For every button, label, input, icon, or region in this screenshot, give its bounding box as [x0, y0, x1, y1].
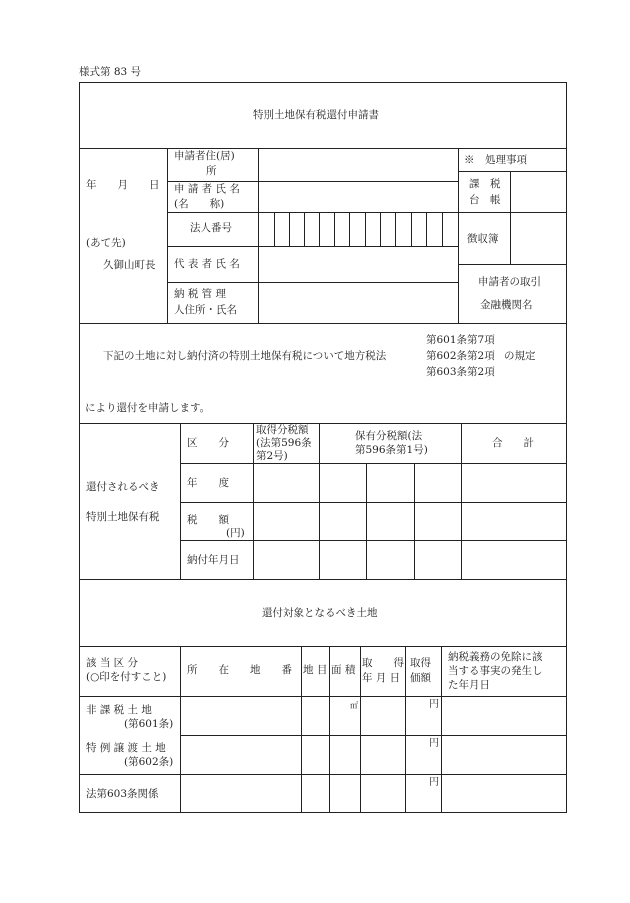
- bank-label-2: 金融機関名: [480, 299, 533, 311]
- row2-label-2: (第602条): [124, 756, 174, 768]
- yen-unit-row3: 円: [429, 777, 439, 788]
- holding-header-2: 第596条第1号): [355, 444, 428, 456]
- tax-ledger-label: 課 税: [469, 178, 501, 190]
- exemption-header-2: 当する事実の発生し: [448, 665, 543, 677]
- applicant-address-label-2: 所: [206, 165, 217, 177]
- row1-label: 非 課 税 土 地: [86, 704, 152, 716]
- statement-article-2: 第602条第2項: [426, 350, 495, 362]
- form-title: 特別土地保有税還付申請書: [253, 109, 379, 121]
- statement-main: 下記の土地に対し納付済の特別土地保有税について地方税法: [103, 350, 387, 362]
- land-category-header-2: (○印を付すこと): [86, 671, 167, 683]
- tax-amount-label: 税 額: [187, 514, 229, 526]
- acquisition-date-header: 取 得: [362, 657, 404, 669]
- representative-label: 代 表 者 氏 名: [174, 258, 240, 270]
- location-header: 所 在 地 番: [187, 664, 292, 676]
- tax-ledger-label-2: 台 帳: [469, 194, 501, 206]
- acquisition-price-header: 取得: [410, 657, 431, 669]
- acquisition-price-header-2: 価額: [410, 672, 431, 684]
- tax-admin-label-2: 人住所・氏名: [174, 304, 237, 316]
- row2-label: 特 例 譲 渡 土 地: [86, 742, 166, 754]
- tax-amount-unit: (円): [226, 527, 245, 539]
- corporate-number-field[interactable]: [259, 213, 457, 245]
- refund-side-label: 還付されるべき: [86, 481, 160, 493]
- tax-admin-label: 納 税 管 理: [174, 288, 227, 300]
- representative-field[interactable]: [259, 247, 457, 281]
- collection-ledger-label: 徴収簿: [467, 233, 499, 245]
- row1-label-2: (第601条): [124, 718, 174, 730]
- acquisition-header-3: 第2号): [256, 450, 288, 462]
- form-number: 様式第 83 号: [79, 66, 142, 78]
- bank-label: 申請者の取引: [478, 276, 541, 288]
- refund-side-label-2: 特別土地保有税: [86, 511, 160, 523]
- area-header: 面 積: [331, 664, 356, 676]
- addressee: 久御山町長: [103, 259, 156, 271]
- yen-unit-row1: 円: [429, 699, 439, 710]
- land-section-title: 還付対象となるべき土地: [262, 607, 378, 619]
- processing-label: ※ 処理事項: [464, 154, 527, 166]
- payment-date-label: 納付年月日: [187, 554, 240, 566]
- statement-article-3: 第603条第2項: [426, 366, 495, 378]
- statement-line2: により還付を申請します。: [85, 402, 211, 414]
- acquisition-header: 取得分税額: [256, 424, 309, 436]
- applicant-address-field[interactable]: [259, 149, 457, 180]
- applicant-name-field[interactable]: [259, 182, 457, 211]
- tax-admin-field[interactable]: [259, 283, 457, 322]
- yen-unit-row2: 円: [429, 738, 439, 749]
- land-use-header: 地 目: [303, 664, 328, 676]
- applicant-name-label: 申 請 者 氏 名: [174, 183, 240, 195]
- applicant-name-label-2: (名 称): [174, 198, 225, 210]
- applicant-address-label: 申請者住(居): [174, 150, 235, 162]
- category-label: 区 分: [187, 437, 229, 449]
- addressee-prefix: (あて先): [86, 237, 126, 249]
- exemption-header: 納税義務の免除に該: [448, 651, 543, 663]
- statement-article-1: 第601条第7項: [426, 334, 495, 346]
- total-header: 合 計: [492, 437, 534, 449]
- row3-label: 法第603条関係: [86, 788, 159, 800]
- statement-suffix: の規定: [504, 350, 536, 362]
- acquisition-date-header-2: 年 月 日: [362, 672, 401, 684]
- corporate-number-label: 法人番号: [190, 222, 232, 234]
- acquisition-header-2: (法第596条: [256, 437, 312, 449]
- year-label: 年 度: [187, 477, 229, 489]
- land-category-header: 該 当 区 分: [86, 657, 139, 669]
- holding-header: 保有分税額(法: [355, 430, 423, 442]
- date-label: 年 月 日: [86, 179, 160, 191]
- area-unit: ㎡: [350, 701, 358, 710]
- exemption-header-3: た年月日: [448, 679, 490, 691]
